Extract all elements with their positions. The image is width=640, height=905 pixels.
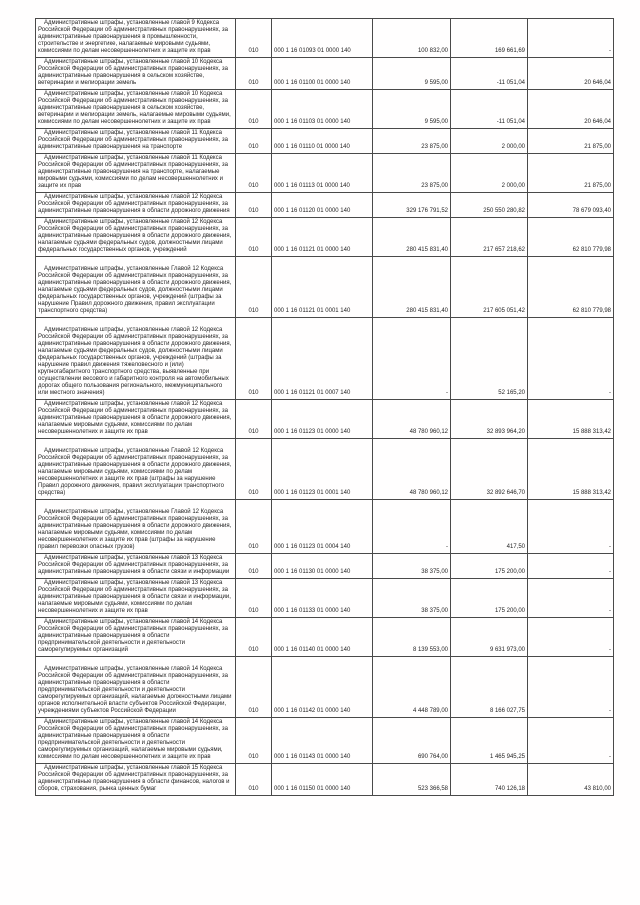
row-executed-amount: 2 000,00	[451, 154, 528, 193]
row-kbk-code: 000 1 16 01093 01 0000 140	[272, 19, 373, 58]
row-approved-amount: 690 764,00	[373, 718, 451, 764]
row-unfulfilled-amount: 21 875,00	[528, 154, 614, 193]
table-row	[36, 400, 614, 439]
row-description: Административные штрафы, установленные главой 14 Кодекса Российской Федерации об административных правонарушениях, за административные правонарушения в области предпринимательской деятельности и деятельности саморегулируемых организаций, налагаемые мировыми судьями, комиссиями по делам несовершеннолетних и защите их прав	[36, 718, 236, 764]
row-line-code: 010	[236, 618, 272, 657]
row-kbk-code: 000 1 16 01113 01 0000 140	[272, 154, 373, 193]
table-row	[36, 618, 614, 657]
row-approved-amount: 9 595,00	[373, 58, 451, 90]
row-approved-amount: 8 139 553,00	[373, 618, 451, 657]
row-kbk-code: 000 1 16 01120 01 0000 140	[272, 193, 373, 218]
row-kbk-code: 000 1 16 01121 01 0000 140	[272, 218, 373, 257]
row-line-code: 010	[236, 154, 272, 193]
row-line-code: 010	[236, 579, 272, 618]
row-executed-amount: 250 550 280,82	[451, 193, 528, 218]
row-unfulfilled-amount: -	[528, 579, 614, 618]
table-row	[36, 257, 614, 318]
row-executed-amount: 2 000,00	[451, 129, 528, 154]
row-line-code: 010	[236, 500, 272, 554]
row-executed-amount: 8 166 027,75	[451, 657, 528, 718]
row-line-code: 010	[236, 129, 272, 154]
row-approved-amount: 48 780 960,12	[373, 439, 451, 500]
row-approved-amount: 280 415 831,40	[373, 218, 451, 257]
row-description: Административные штрафы, установленные главой 12 Кодекса Российской Федерации об административных правонарушениях, за административные правонарушения в области дорожного движения, налагаемые судьями федеральных судов, должностными лицами федеральных государственных органов, учреждений (штрафы за нарушение правил движения тяжеловесного и (или) крупногабаритного транспортного средства, выявленные при осуществлении весового и габаритного контроля на автомобильных дорогах общего пользования регионального, межмуниципального или местного значения)	[36, 318, 236, 400]
table-row	[36, 154, 614, 193]
row-kbk-code: 000 1 16 01130 01 0000 140	[272, 554, 373, 579]
row-line-code: 010	[236, 193, 272, 218]
row-unfulfilled-amount: 43 810,00	[528, 764, 614, 796]
row-executed-amount: 217 605 051,42	[451, 257, 528, 318]
row-description: Административные штрафы, установленные главой 10 Кодекса Российской Федерации об административных правонарушениях, за административные правонарушения в сельском хозяйстве, ветеринарии и мелиорации земель	[36, 58, 236, 90]
row-executed-amount: 175 200,00	[451, 554, 528, 579]
row-description: Административные штрафы, установленные Главой 12 Кодекса Российской Федерации об административных правонарушениях, за административные правонарушения в области дорожного движения, налагаемые судьями федеральных судов, должностными лицами федеральных государственных органов, учреждений (штрафы за нарушение Правил дорожного движения, правил эксплуатации транспортного средства)	[36, 257, 236, 318]
row-line-code: 010	[236, 58, 272, 90]
row-unfulfilled-amount: 62 810 779,98	[528, 257, 614, 318]
row-executed-amount: 417,50	[451, 500, 528, 554]
row-unfulfilled-amount: -	[528, 618, 614, 657]
row-description: Административные штрафы, установленные главой 11 Кодекса Российской Федерации об административных правонарушениях, за административные правонарушения на транспорте	[36, 129, 236, 154]
row-executed-amount: 175 200,00	[451, 579, 528, 618]
table-row	[36, 554, 614, 579]
row-executed-amount: 217 657 218,62	[451, 218, 528, 257]
row-unfulfilled-amount: -	[528, 718, 614, 764]
row-unfulfilled-amount: 62 810 779,98	[528, 218, 614, 257]
row-line-code: 010	[236, 218, 272, 257]
row-unfulfilled-amount: 15 888 313,42	[528, 439, 614, 500]
row-unfulfilled-amount: 20 646,04	[528, 90, 614, 129]
row-description: Административные штрафы, установленные главой 14 Кодекса Российской Федерации об административных правонарушениях, за административные правонарушения в области предпринимательской деятельности и деятельности саморегулируемых организаций	[36, 618, 236, 657]
row-unfulfilled-amount: -	[528, 19, 614, 58]
row-kbk-code: 000 1 16 01123 01 0004 140	[272, 500, 373, 554]
row-unfulfilled-amount: -	[528, 554, 614, 579]
table-row	[36, 500, 614, 554]
row-executed-amount: 740 126,18	[451, 764, 528, 796]
table-row	[36, 218, 614, 257]
row-executed-amount: -11 051,04	[451, 90, 528, 129]
row-line-code: 010	[236, 657, 272, 718]
row-unfulfilled-amount: 15 888 313,42	[528, 400, 614, 439]
table-row	[36, 318, 614, 400]
row-kbk-code: 000 1 16 01133 01 0000 140	[272, 579, 373, 618]
table-row	[36, 193, 614, 218]
row-approved-amount: 48 780 960,12	[373, 400, 451, 439]
table-row	[36, 718, 614, 764]
row-kbk-code: 000 1 16 01110 01 0000 140	[272, 129, 373, 154]
table-row	[36, 129, 614, 154]
row-kbk-code: 000 1 16 01140 01 0000 140	[272, 618, 373, 657]
row-kbk-code: 000 1 16 01123 01 0001 140	[272, 439, 373, 500]
row-line-code: 010	[236, 439, 272, 500]
row-approved-amount: -	[373, 318, 451, 400]
row-description: Административные штрафы, установленные главой 13 Кодекса Российской Федерации об административных правонарушениях, за административные правонарушения в области связи и информации	[36, 554, 236, 579]
row-description: Административные штрафы, установленные главой 12 Кодекса Российской Федерации об административных правонарушениях, за административные правонарушения в области дорожного движения, налагаемые мировыми судьями, комиссиями по делам несовершеннолетних и защите их прав	[36, 400, 236, 439]
row-description: Административные штрафы, установленные главой 12 Кодекса Российской Федерации об административных правонарушениях, за административные правонарушения в области дорожного движения, налагаемые судьями федеральных судов, должностными лицами федеральных государственных органов, учреждений	[36, 218, 236, 257]
row-approved-amount: 523 366,58	[373, 764, 451, 796]
budget-fines-table-body	[36, 19, 614, 796]
row-kbk-code: 000 1 16 01100 01 0000 140	[272, 58, 373, 90]
row-approved-amount: 23 875,00	[373, 154, 451, 193]
row-executed-amount: 169 661,69	[451, 19, 528, 58]
row-kbk-code: 000 1 16 01121 01 0001 140	[272, 257, 373, 318]
row-description: Административные штрафы, установленные главой 14 Кодекса Российской Федерации об административных правонарушениях, за административные правонарушения в области предпринимательской деятельности и деятельности саморегулируемых организаций, налагаемые должностными лицами органов исполнительной власти субъектов Российской Федерации, учреждениями субъектов Российской Федерации	[36, 657, 236, 718]
row-approved-amount: 9 595,00	[373, 90, 451, 129]
row-description: Административные штрафы, установленные главой 9 Кодекса Российской Федерации об административных правонарушениях, за административные правонарушения в промышленности, строительстве и энергетике, налагаемые мировыми судьями, комиссиями по делам несовершеннолетних и защите их прав	[36, 19, 236, 58]
row-unfulfilled-amount: 78 679 093,40	[528, 193, 614, 218]
table-row	[36, 579, 614, 618]
row-approved-amount: 4 448 789,00	[373, 657, 451, 718]
row-description: Административные штрафы, установленные главой 10 Кодекса Российской Федерации об административных правонарушениях, за административные правонарушения в сельском хозяйстве, ветеринарии и мелиорации земель, налагаемые мировыми судьями, комиссиями по делам несовершеннолетних и защите их прав	[36, 90, 236, 129]
row-approved-amount: 100 832,00	[373, 19, 451, 58]
row-description: Административные штрафы, установленные главой 11 Кодекса Российской Федерации об административных правонарушениях, за административные правонарушения на транспорте, налагаемые мировыми судьями, комиссиями по делам несовершеннолетних и защите их прав	[36, 154, 236, 193]
table-row	[36, 764, 614, 796]
row-kbk-code: 000 1 16 01123 01 0000 140	[272, 400, 373, 439]
table-row	[36, 90, 614, 129]
row-line-code: 010	[236, 90, 272, 129]
row-line-code: 010	[236, 257, 272, 318]
row-executed-amount: 9 631 973,00	[451, 618, 528, 657]
row-kbk-code: 000 1 16 01103 01 0000 140	[272, 90, 373, 129]
row-unfulfilled-amount: -	[528, 318, 614, 400]
table-row	[36, 19, 614, 58]
row-description: Административные штрафы, установленные главой 13 Кодекса Российской Федерации об административных правонарушениях, за административные правонарушения в области связи и информации, налагаемые мировыми судьями, комиссиями по делам несовершеннолетних и защите их прав	[36, 579, 236, 618]
table-row	[36, 657, 614, 718]
row-description: Административные штрафы, установленные главой 12 Кодекса Российской Федерации об административных правонарушениях, за административные правонарушения в области дорожного движения	[36, 193, 236, 218]
row-unfulfilled-amount: 20 646,04	[528, 58, 614, 90]
row-kbk-code: 000 1 16 01143 01 0000 140	[272, 718, 373, 764]
row-approved-amount: 329 176 791,52	[373, 193, 451, 218]
row-kbk-code: 000 1 16 01150 01 0000 140	[272, 764, 373, 796]
row-unfulfilled-amount: 21 875,00	[528, 129, 614, 154]
row-approved-amount: 38 375,00	[373, 554, 451, 579]
row-line-code: 010	[236, 764, 272, 796]
row-line-code: 010	[236, 718, 272, 764]
row-approved-amount: 280 415 831,40	[373, 257, 451, 318]
row-description: Административные штрафы, установленные главой 15 Кодекса Российской Федерации об административных правонарушениях, за административные правонарушения в области финансов, налогов и сборов, страхования, рынка ценных бумаг	[36, 764, 236, 796]
table-row	[36, 58, 614, 90]
row-executed-amount: -11 051,04	[451, 58, 528, 90]
row-kbk-code: 000 1 16 01142 01 0000 140	[272, 657, 373, 718]
row-executed-amount: 1 465 945,25	[451, 718, 528, 764]
row-approved-amount: -	[373, 500, 451, 554]
row-kbk-code: 000 1 16 01121 01 0007 140	[272, 318, 373, 400]
row-description: Административные штрафы, установленные Главой 12 Кодекса Российской Федерации об административных правонарушениях, за административные правонарушения в области дорожного движения, налагаемые мировыми судьями, комиссиями по делам несовершеннолетних и защите их прав (штрафы за нарушение Правил дорожного движения, правил эксплуатации транспортного средства)	[36, 439, 236, 500]
row-approved-amount: 38 375,00	[373, 579, 451, 618]
row-description: Административные штрафы, установленные Главой 12 Кодекса Российской Федерации об административных правонарушениях, за административные правонарушения в области дорожного движения, налагаемые мировыми судьями, комиссиями по делам несовершеннолетних и защите их прав (штрафы за нарушение правил перевозки опасных грузов)	[36, 500, 236, 554]
row-approved-amount: 23 875,00	[373, 129, 451, 154]
row-executed-amount: 32 893 964,20	[451, 400, 528, 439]
row-line-code: 010	[236, 400, 272, 439]
row-executed-amount: 52 165,20	[451, 318, 528, 400]
row-line-code: 010	[236, 554, 272, 579]
row-unfulfilled-amount: -	[528, 500, 614, 554]
row-line-code: 010	[236, 318, 272, 400]
row-line-code: 010	[236, 19, 272, 58]
row-executed-amount: 32 892 646,70	[451, 439, 528, 500]
budget-fines-table	[35, 18, 614, 796]
table-row	[36, 439, 614, 500]
row-unfulfilled-amount: -	[528, 657, 614, 718]
